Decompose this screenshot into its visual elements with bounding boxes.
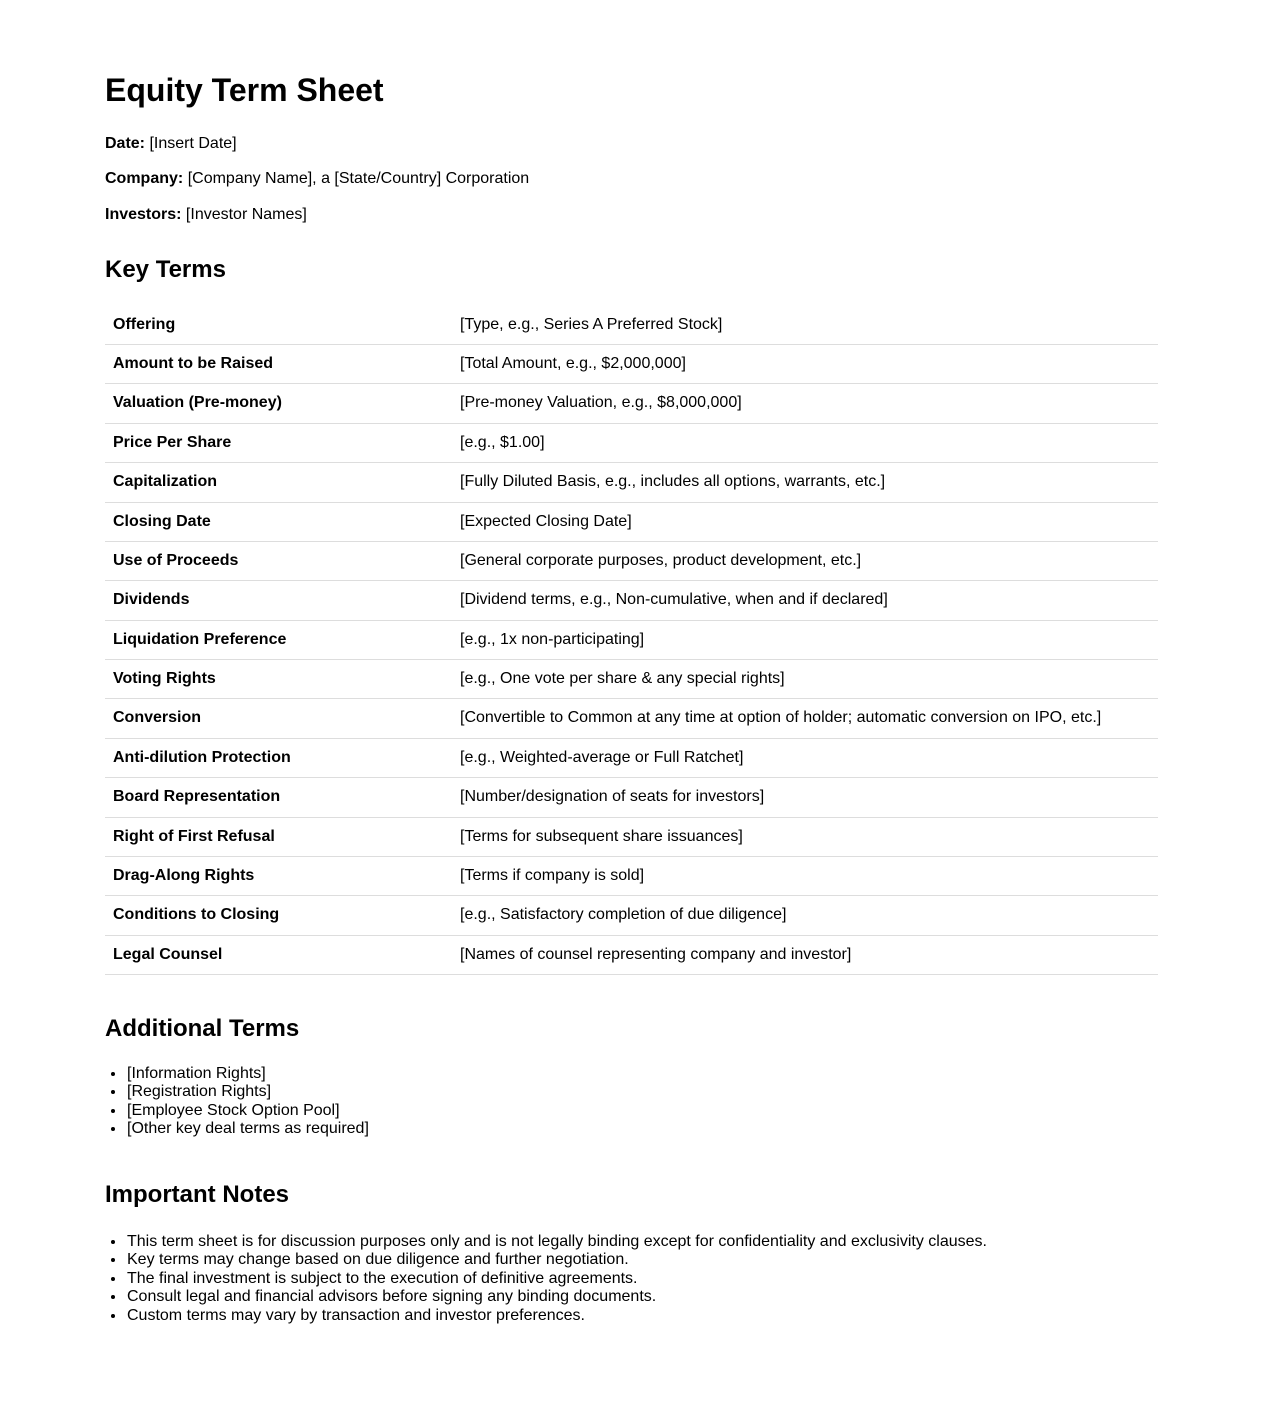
table-row: [105, 344, 1158, 383]
table-row: [105, 423, 1158, 462]
term-value: [Dividend terms, e.g., Non-cumulative, when and if declared]: [452, 581, 1158, 620]
term-value: [e.g., Weighted-average or Full Ratchet]: [452, 738, 1158, 777]
list-item: • The final investment is subject to the execution of definitive agreements.: [126, 1270, 1158, 1289]
list-item: • This term sheet is for discussion purposes only and is not legally binding except for confidentiality and exclusivity clauses.: [126, 1233, 1158, 1252]
table-row: [105, 857, 1158, 896]
term-value: [e.g., 1x non-participating]: [452, 620, 1158, 659]
additional-terms-list: [105, 1065, 1158, 1139]
term-label: Conditions to Closing: [105, 896, 452, 935]
table-row: [105, 738, 1158, 777]
list-item: • [Registration Rights]: [126, 1083, 1158, 1102]
term-value: [e.g., One vote per share & any special rights]: [452, 660, 1158, 699]
term-label: Use of Proceeds: [105, 541, 452, 580]
table-row: [105, 541, 1158, 580]
meta-investors-label: Investors:: [105, 205, 182, 223]
table-row: [105, 581, 1158, 620]
table-row: [105, 384, 1158, 423]
list-item: • [Employee Stock Option Pool]: [126, 1102, 1158, 1121]
term-label: Drag-Along Rights: [105, 857, 452, 896]
table-row: [105, 620, 1158, 659]
meta-date-label: Date:: [105, 134, 146, 152]
important-notes-heading: Important Notes: [105, 1180, 290, 1208]
table-row: [105, 463, 1158, 502]
term-label: Price Per Share: [105, 423, 452, 462]
list-item: • Consult legal and financial advisors before signing any binding documents.: [126, 1288, 1158, 1307]
table-row: [105, 817, 1158, 856]
term-value: [Fully Diluted Basis, e.g., includes all options, warrants, etc.]: [452, 463, 1158, 502]
term-label: Offering: [105, 306, 452, 345]
table-row: [105, 502, 1158, 541]
term-value: [Pre-money Valuation, e.g., $8,000,000]: [452, 384, 1158, 423]
term-label: Capitalization: [105, 463, 452, 502]
term-label: Legal Counsel: [105, 935, 452, 974]
term-label: Board Representation: [105, 778, 452, 817]
table-row: [105, 935, 1158, 974]
meta-date: [105, 135, 1158, 153]
term-value: [Convertible to Common at any time at option of holder; automatic conversion on IPO, etc.]: [452, 699, 1158, 738]
list-item: • Key terms may change based on due diligence and further negotiation.: [126, 1251, 1158, 1270]
meta-company-label: Company:: [105, 170, 184, 188]
term-label: Liquidation Preference: [105, 620, 452, 659]
term-label: Dividends: [105, 581, 452, 620]
meta-company: [105, 170, 1158, 188]
meta-date-value: [Insert Date]: [149, 134, 237, 152]
term-value: [Terms for subsequent share issuances]: [452, 817, 1158, 856]
document-meta: [105, 135, 1158, 224]
key-terms-table: [105, 306, 1158, 976]
term-label: Anti-dilution Protection: [105, 738, 452, 777]
page-title: Equity Term Sheet: [105, 72, 384, 108]
list-item: • [Other key deal terms as required]: [126, 1120, 1158, 1139]
term-value: [e.g., Satisfactory completion of due diligence]: [452, 896, 1158, 935]
term-label: Valuation (Pre-money): [105, 384, 452, 423]
meta-investors: [105, 206, 1158, 224]
table-row: [105, 699, 1158, 738]
meta-investors-value: [Investor Names]: [185, 205, 307, 223]
list-item: • Custom terms may vary by transaction and investor preferences.: [126, 1307, 1158, 1326]
term-label: Right of First Refusal: [105, 817, 452, 856]
key-terms-heading: Key Terms: [105, 255, 226, 283]
term-value: [Expected Closing Date]: [452, 502, 1158, 541]
term-value: [e.g., $1.00]: [452, 423, 1158, 462]
additional-terms-heading: Additional Terms: [105, 1015, 300, 1043]
table-row: [105, 306, 1158, 345]
term-value: [Terms if company is sold]: [452, 857, 1158, 896]
term-label: Conversion: [105, 699, 452, 738]
term-value: [Number/designation of seats for investors]: [452, 778, 1158, 817]
table-row: [105, 778, 1158, 817]
list-item: • [Information Rights]: [126, 1065, 1158, 1084]
table-row: [105, 660, 1158, 699]
term-label: Voting Rights: [105, 660, 452, 699]
term-label: Closing Date: [105, 502, 452, 541]
table-row: [105, 896, 1158, 935]
term-value: [Total Amount, e.g., $2,000,000]: [452, 344, 1158, 383]
term-label: Amount to be Raised: [105, 344, 452, 383]
term-value: [General corporate purposes, product development, etc.]: [452, 541, 1158, 580]
term-value: [Names of counsel representing company and investor]: [452, 935, 1158, 974]
meta-company-value: [Company Name], a [State/Country] Corporation: [187, 170, 530, 188]
important-notes-list: [105, 1233, 1158, 1326]
term-value: [Type, e.g., Series A Preferred Stock]: [452, 306, 1158, 345]
